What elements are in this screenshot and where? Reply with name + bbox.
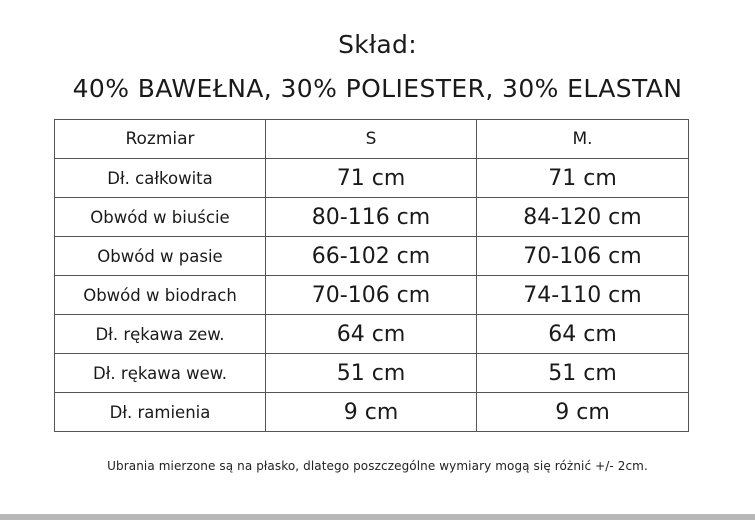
value-s: 51 cm: [266, 354, 477, 393]
bottom-divider: [0, 514, 755, 520]
table-row: [55, 237, 689, 276]
table-row: [55, 198, 689, 237]
value-m: 51 cm: [477, 354, 689, 393]
row-label: Dł. rękawa wew.: [55, 354, 266, 393]
row-label: Obwód w biuście: [55, 198, 266, 237]
value-m: 9 cm: [477, 393, 689, 432]
value-s: 66-102 cm: [266, 237, 477, 276]
table-row: [55, 393, 689, 432]
value-m: 74-110 cm: [477, 276, 689, 315]
row-label: Dł. ramienia: [55, 393, 266, 432]
row-label: Dł. całkowita: [55, 159, 266, 198]
value-s: 71 cm: [266, 159, 477, 198]
measurement-note: Ubrania mierzone są na płasko, dlatego poszczególne wymiary mogą się różnić +/- 2cm.: [107, 459, 648, 473]
header-m: M.: [477, 120, 689, 159]
value-s: 9 cm: [266, 393, 477, 432]
header-s: S: [266, 120, 477, 159]
value-s: 70-106 cm: [266, 276, 477, 315]
table-row: [55, 276, 689, 315]
value-m: 70-106 cm: [477, 237, 689, 276]
value-m: 64 cm: [477, 315, 689, 354]
header-size: Rozmiar: [55, 120, 266, 159]
table-row: [55, 315, 689, 354]
row-label: Obwód w pasie: [55, 237, 266, 276]
size-table: [54, 119, 689, 432]
value-s: 80-116 cm: [266, 198, 477, 237]
table-row: [55, 354, 689, 393]
row-label: Dł. rękawa zew.: [55, 315, 266, 354]
value-m: 71 cm: [477, 159, 689, 198]
value-m: 84-120 cm: [477, 198, 689, 237]
table-header-row: [55, 120, 689, 159]
table-row: [55, 159, 689, 198]
row-label: Obwód w biodrach: [55, 276, 266, 315]
value-s: 64 cm: [266, 315, 477, 354]
composition-title: Skład:: [338, 30, 417, 59]
composition-text: 40% BAWEŁNA, 30% POLIESTER, 30% ELASTAN: [72, 74, 683, 103]
